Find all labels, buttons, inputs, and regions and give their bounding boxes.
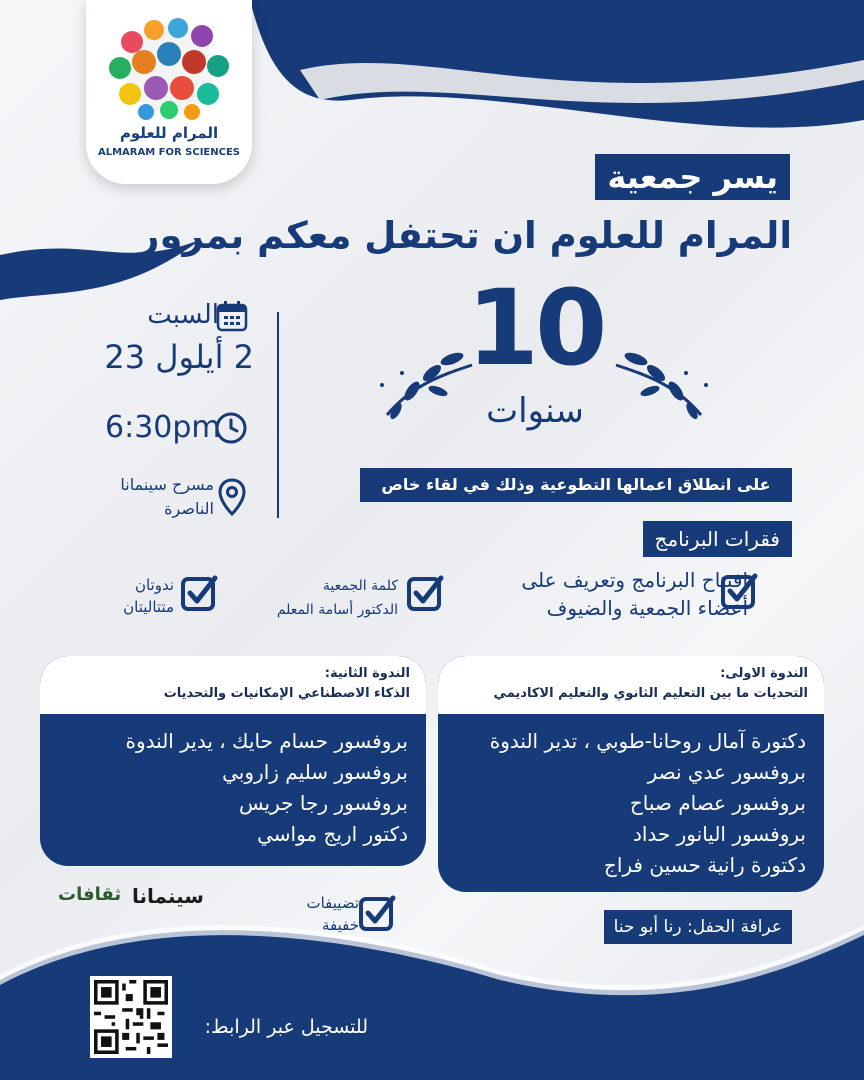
checkbox-checked-icon	[180, 574, 218, 612]
refreshments	[306, 892, 359, 936]
panel-topic: التحديات ما بين التعليم الثانوي والتعليم الاكاديمي	[493, 686, 808, 701]
speaker: بروفسور اليانور حداد	[632, 822, 806, 846]
panel-topic: الذكاء الاصطناعي الإمكانيات والتحديات	[163, 686, 410, 701]
checkbox-checked-icon	[406, 574, 444, 612]
headline-line2: المرام للعلوم ان تحتفل معكم بمرور	[138, 214, 792, 257]
venue-line2: الناصرة	[164, 499, 214, 518]
speaker: بروفسور عصام صباح	[629, 791, 806, 815]
speaker: بروفسور حسام حايك ، يدير الندوة	[125, 729, 408, 753]
subtitle-bar: على انطلاق اعمالها التطوعية وذلك في لقاء خاص	[360, 468, 792, 502]
event-time: 6:30pm	[105, 410, 221, 445]
speaker: دكتورة آمال روحانا-طوبي ، تدير الندوة	[489, 729, 806, 753]
emcee-label: عرافة الحفل: رنا أبو حنا	[604, 910, 792, 944]
anniversary-number: 10	[466, 267, 604, 389]
event-date: 2 أيلول 23	[104, 338, 254, 376]
speaker: بروفسور رجا جريس	[239, 791, 408, 815]
clock-icon	[214, 411, 248, 445]
anniversary-unit: سنوات	[486, 391, 584, 431]
logo-name-arabic: المرام للعلوم	[119, 124, 219, 142]
refreshments-line1: تضييفات	[306, 894, 359, 912]
headline-line1: يسر جمعية	[595, 154, 790, 200]
program-item-line1: كلمة الجمعية	[322, 578, 398, 594]
program-item-panels	[123, 574, 174, 618]
program-item-line2: الدكتور أسامة المعلم	[276, 602, 398, 618]
program-item-line1: ندوتان	[134, 576, 174, 594]
program-item-line1: افتتاح البرنامج وتعريف على	[521, 568, 748, 592]
qr-code-icon[interactable]	[90, 976, 172, 1058]
logo-card	[86, 0, 252, 184]
panel-label: الندوة الثانية:	[324, 666, 410, 681]
refreshments-line2: خفيفة	[321, 916, 359, 934]
sponsor-logo-cinemana: سينمانا	[132, 884, 204, 908]
speaker: بروفسور عدي نصر	[647, 760, 806, 784]
program-item-line2: متتاليتان	[123, 598, 174, 616]
panel-speakers	[126, 726, 408, 850]
divider	[277, 312, 279, 518]
logo-name-english: ALMARAM FOR SCIENCES	[97, 147, 241, 158]
qr-code-graphic	[94, 980, 168, 1054]
panel-card-1	[438, 656, 824, 892]
speaker: دكتورة رانية حسين فراج	[603, 853, 806, 877]
science-collage-logo-icon	[106, 18, 232, 120]
program-item-line2: أعضاء الجمعية والضيوف	[546, 596, 748, 620]
calendar-icon	[216, 300, 248, 332]
event-day: السبت	[147, 300, 219, 330]
program-title: فقرات البرنامج	[643, 521, 792, 557]
program-item-speech	[277, 574, 398, 622]
panel-title	[494, 664, 808, 704]
registration-label: للتسجيل عبر الرابط:	[204, 1016, 368, 1038]
checkbox-checked-icon	[358, 894, 396, 932]
sponsor-logo-thaqafat: ثقافات	[58, 884, 122, 905]
speaker: بروفسور سليم زاروبي	[222, 760, 408, 784]
event-venue	[120, 473, 214, 521]
panel-speakers	[490, 726, 806, 881]
location-pin-icon	[218, 478, 246, 516]
panel-title	[164, 664, 410, 704]
speaker: دكتور اريج مواسي	[257, 822, 408, 846]
panel-card-2	[40, 656, 426, 866]
venue-line1: مسرح سينمانا	[120, 475, 214, 494]
program-item-opening	[521, 566, 748, 622]
panel-label: الندوة الاولى:	[720, 666, 808, 681]
